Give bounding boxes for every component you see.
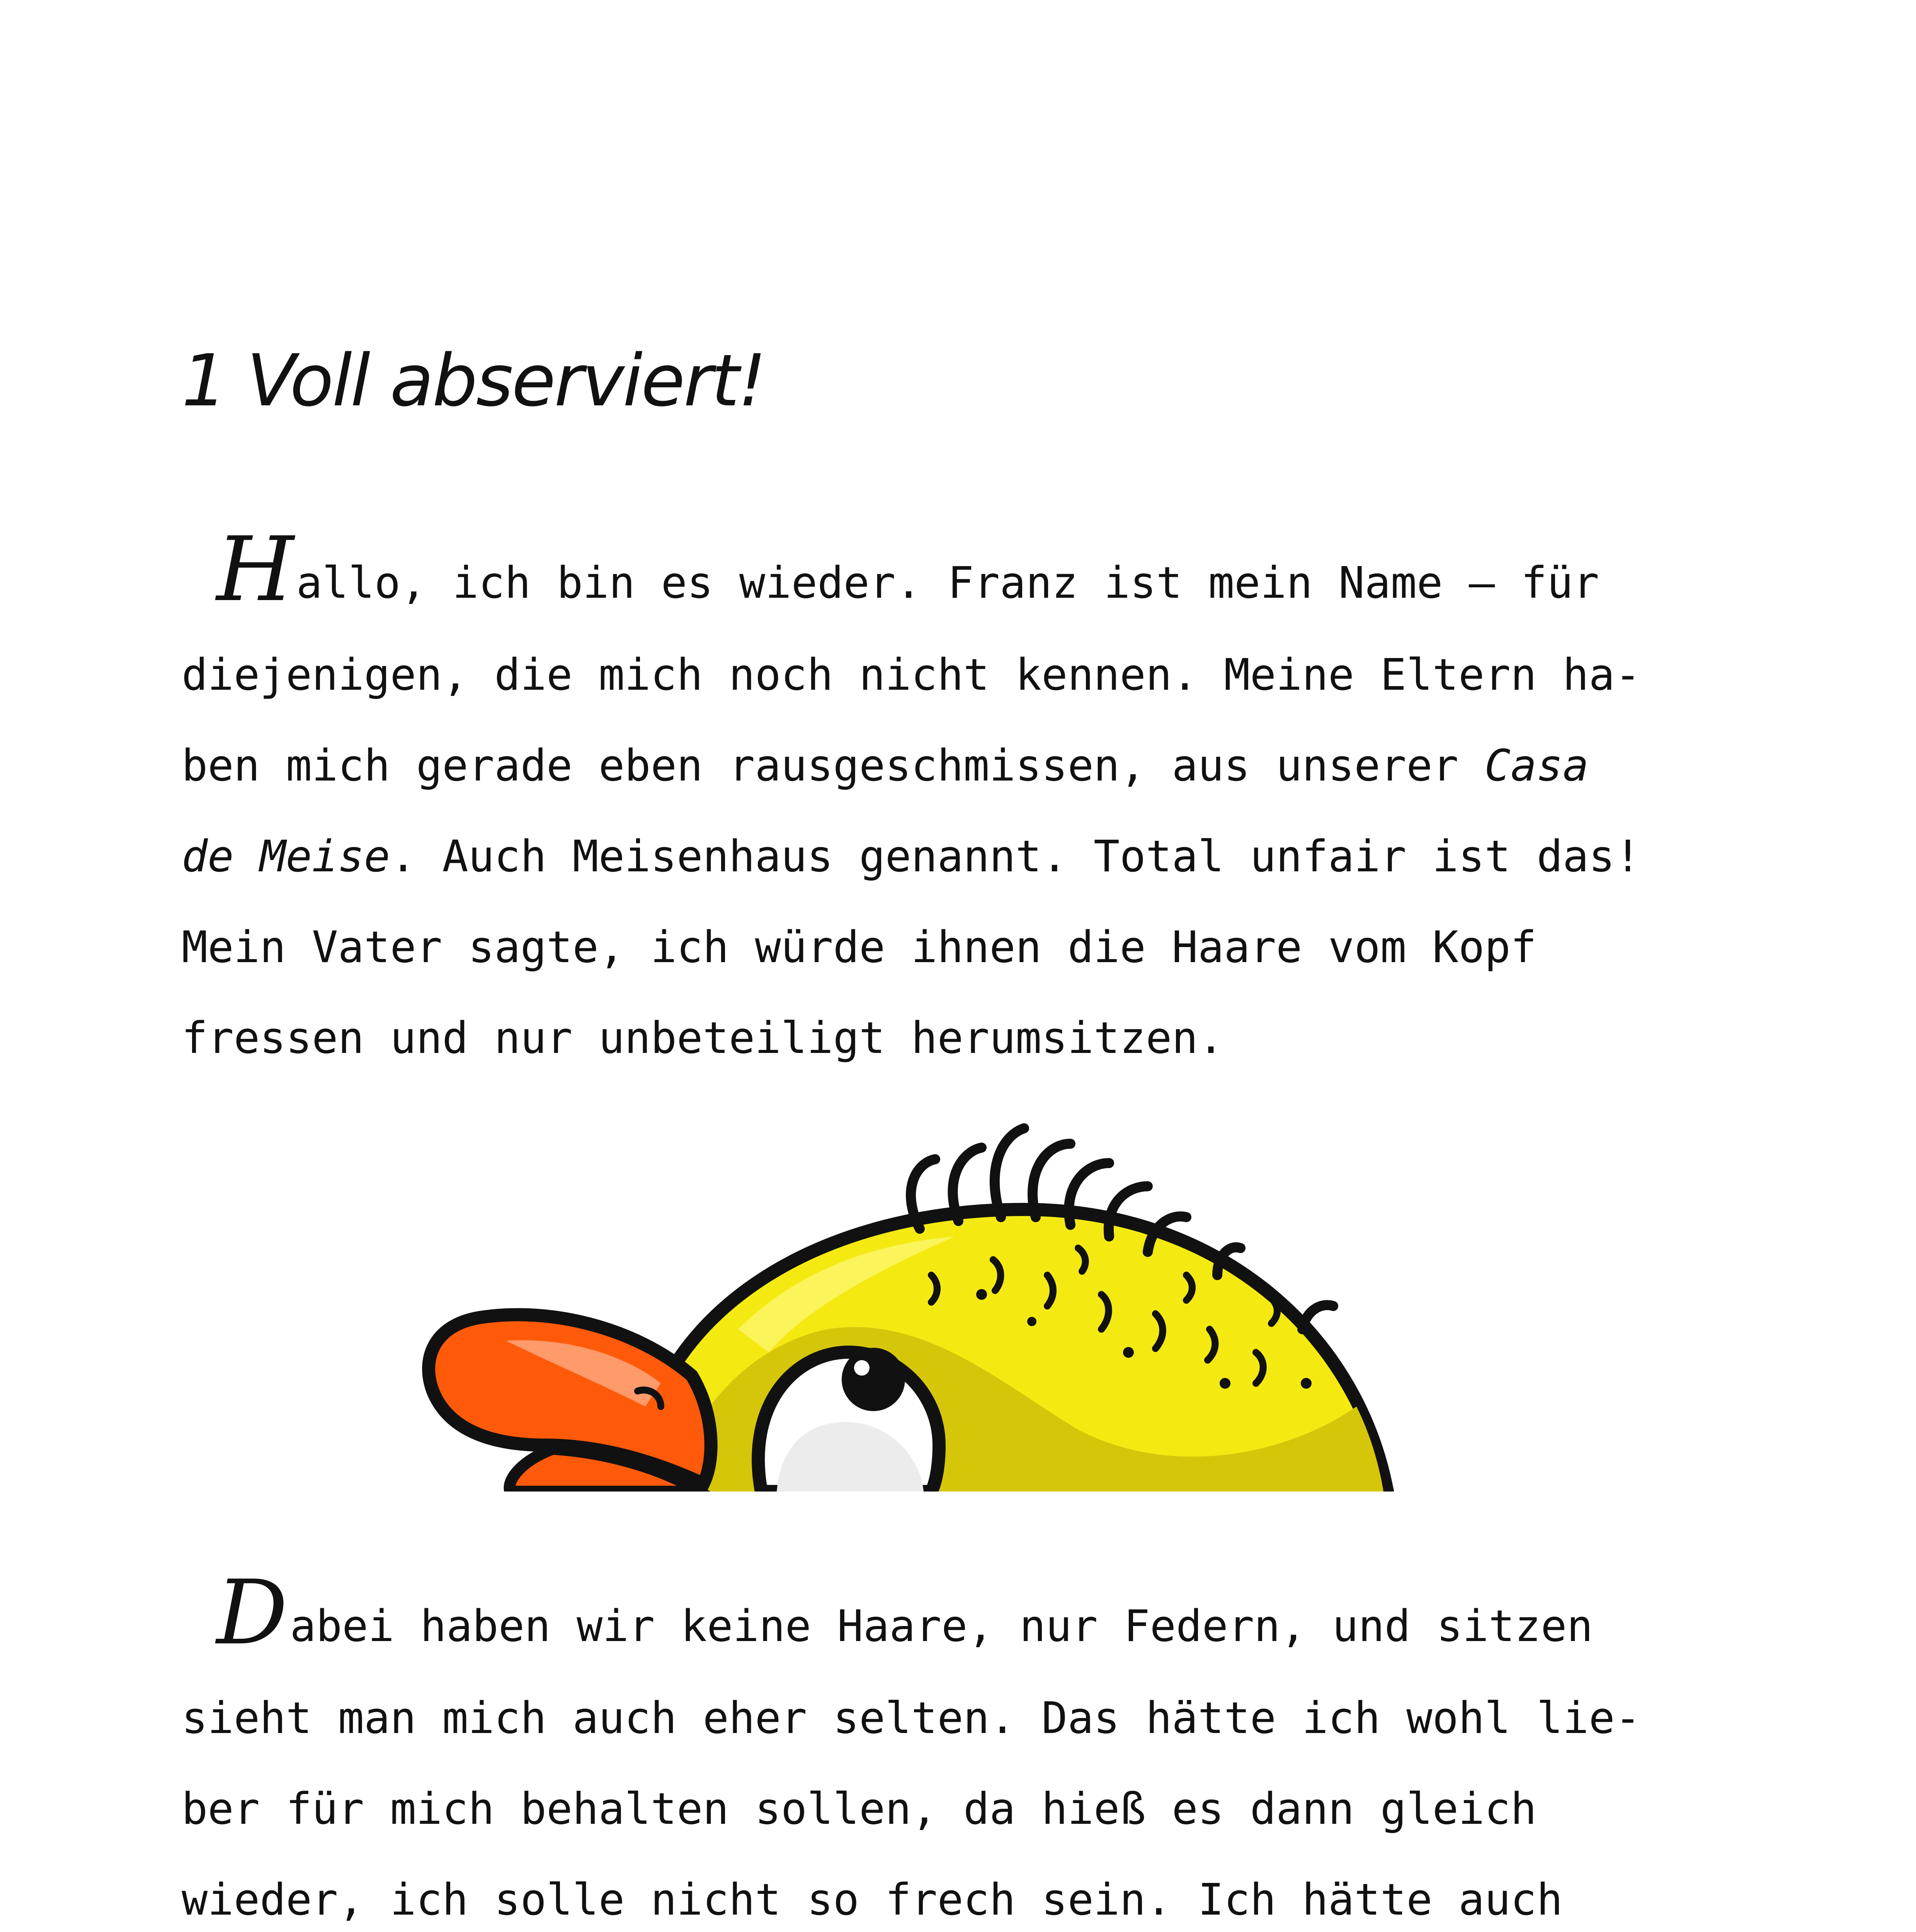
paragraph-line: sieht man mich auch eher selten. Das hätte ich wohl lie- bbox=[182, 1693, 1641, 1743]
line-text: abei haben wir keine Haare, nur Federn, und sitzen bbox=[290, 1601, 1593, 1651]
bird-peeking-icon bbox=[421, 1113, 1395, 1492]
drop-cap: D bbox=[216, 1561, 288, 1665]
paragraph-1 bbox=[182, 518, 1797, 1084]
paragraph-line bbox=[182, 1561, 1797, 1673]
italic-text: de Meise bbox=[182, 832, 390, 882]
line-text: . Auch Meisenhaus genannt. Total unfair ist das! bbox=[390, 832, 1641, 882]
paragraph-2 bbox=[182, 1561, 1797, 1932]
line-text: allo, ich bin es wieder. Franz ist mein Name – für bbox=[296, 558, 1600, 608]
line-text: ben mich gerade eben rausgeschmissen, aus unserer bbox=[182, 741, 1485, 791]
paragraph-line: diejenigen, die mich noch nicht kennen. Meine Eltern ha- bbox=[182, 650, 1641, 700]
paragraph-line: ber für mich behalten sollen, da hieß es dann gleich bbox=[182, 1784, 1537, 1834]
paragraph-line bbox=[182, 518, 1797, 630]
italic-text: Casa bbox=[1484, 741, 1589, 791]
paragraph-line bbox=[182, 721, 1797, 811]
paragraph-line: fressen und nur unbeteiligt herumsitzen. bbox=[182, 1013, 1224, 1063]
paragraph-line: Mein Vater sagte, ich würde ihnen die Haare vom Kopf bbox=[182, 922, 1537, 973]
chapter-title: 1 Voll abserviert! bbox=[182, 339, 765, 422]
bird-pupil bbox=[842, 1348, 905, 1411]
paragraph-line bbox=[182, 811, 1797, 902]
drop-cap: H bbox=[216, 518, 294, 621]
paragraph-line: wieder, ich solle nicht so frech sein. Ich hätte auch bbox=[182, 1875, 1563, 1925]
